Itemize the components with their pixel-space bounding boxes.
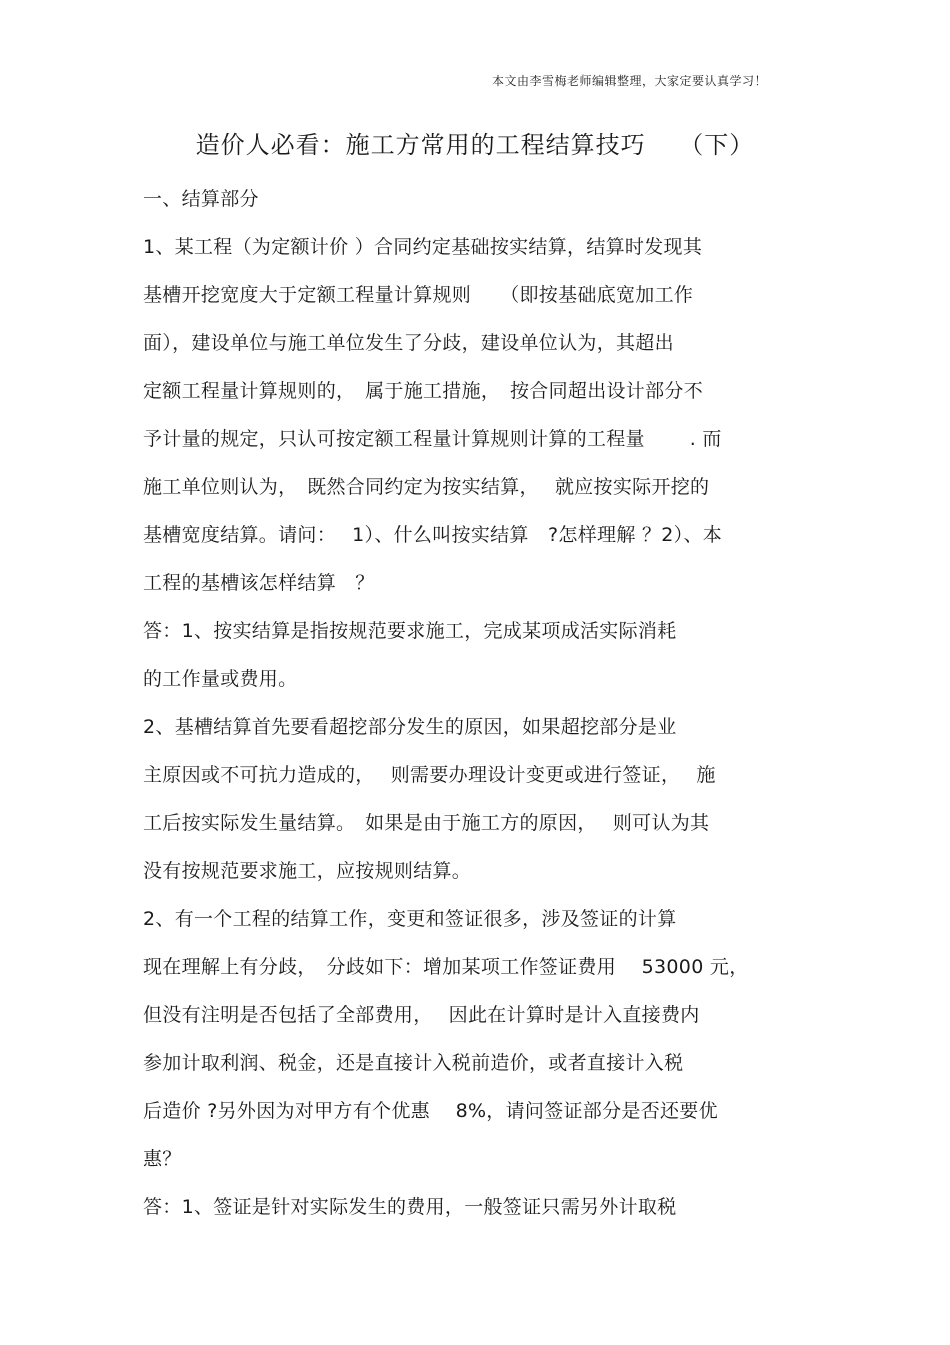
body-line: 施工单位则认为， 既然合同约定为按实结算， 就应按实际开挖的 [143,476,710,498]
body-line: 参加计取利润、税金，还是直接计入税前造价，或者直接计入税 [143,1052,684,1074]
body-line: 2、有一个工程的结算工作，变更和签证很多，涉及签证的计算 [143,908,677,930]
body-line: 一、结算部分 [143,188,259,210]
body-line: 予计量的规定，只认可按定额工程量计算规则计算的工程量 . 而 [143,428,722,450]
body-line: 基槽开挖宽度大于定额工程量计算规则 （即按基础底宽加工作 [143,284,694,306]
body-line: 1、某工程（为定额计价 ）合同约定基础按实结算，结算时发现其 [143,236,703,258]
body-line: 的工作量或费用。 [143,668,298,690]
body-line: 现在理解上有分歧， 分歧如下：增加某项工作签证费用 53000 元， [143,956,749,978]
body-line: 后造价 ?另外因为对甲方有个优惠 8%，请问签证部分是否还要优 [143,1100,718,1122]
document-title: 造价人必看：施工方常用的工程结算技巧 （下） [195,131,755,159]
body-line: 主原因或不可抗力造成的， 则需要办理设计变更或进行签证， 施 [143,764,716,786]
body-line: 答：1、签证是针对实际发生的费用，一般签证只需另外计取税 [143,1196,677,1218]
body-line: 但没有注明是否包括了全部费用， 因此在计算时是计入直接费内 [143,1004,700,1026]
body-line: 2、基槽结算首先要看超挖部分发生的原因，如果超挖部分是业 [143,716,677,738]
body-line: 答：1、按实结算是指按规范要求施工，完成某项成活实际消耗 [143,620,677,642]
body-line: 基槽宽度结算。请问： 1）、什么叫按实结算 ?怎样理解 ？2）、本 [143,524,723,546]
body-line: 工后按实际发生量结算。 如果是由于施工方的原因， 则可认为其 [143,812,710,834]
body-line: 定额工程量计算规则的， 属于施工措施， 按合同超出设计部分不 [143,380,704,402]
header-note: 本文由李雪梅老师编辑整理，大家定要认真学习！ [492,74,768,88]
body-line: 惠？ [143,1148,182,1170]
body-line: 没有按规范要求施工，应按规则结算。 [143,860,472,882]
body-line: 面），建设单位与施工单位发生了分歧，建设单位认为，其超出 [143,332,674,354]
body-line: 工程的基槽该怎样结算 ？ [143,572,375,594]
